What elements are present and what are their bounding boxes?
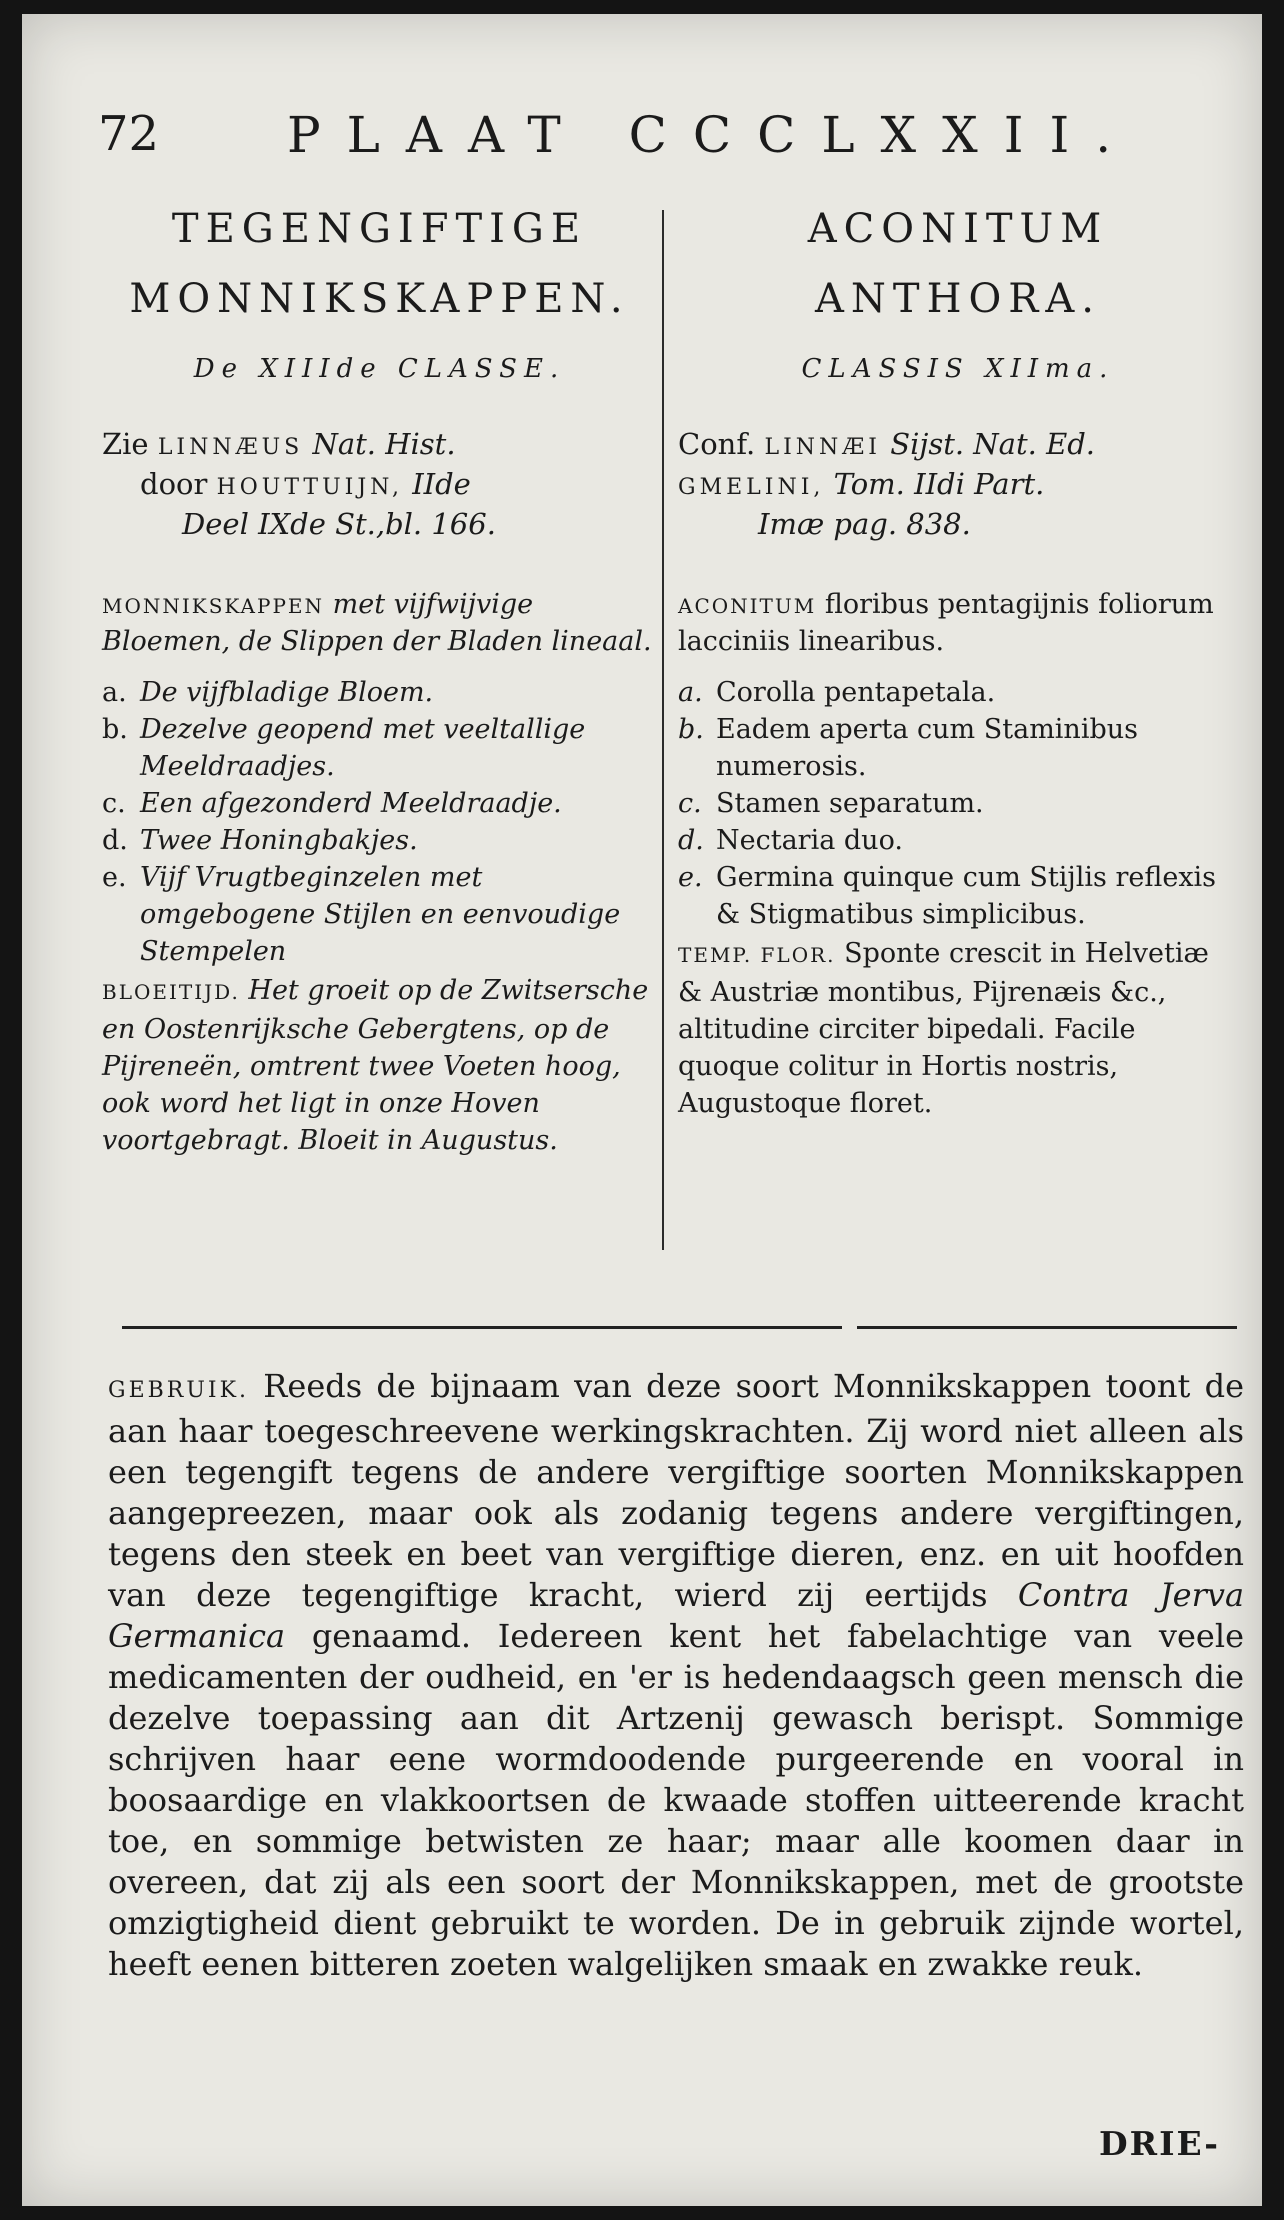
bloei-text: Het groeit op de Zwitsersche en Oostenrijksche Gebergtens, op de Pijreneën, omtrent twee Voeten hoog, ook word het ligt in onze Hoven voortgebragt. Bloeit in Augustus. [102,975,649,1156]
dutch-title [102,194,657,334]
dutch-class [102,354,657,384]
ref-tom: Tom. IIdi Part. [833,467,1045,501]
usage-text-italic: Contra Jerva Germanica [108,1576,1245,1655]
horizontal-rule [122,1326,842,1329]
ref-author: LINNÆUS [157,435,304,460]
list-item: e. Germina quinque cum Stijlis reflexis & Stigmatibus simplicibus. [678,862,1217,930]
list-item: a. De vijfbladige Bloem. [102,677,434,708]
dutch-reference [102,426,657,543]
book-page [22,14,1262,2206]
desc-text: met vijfwijvige Bloemen, de Slippen der Bladen lineaal. [102,589,652,657]
ref-pag: Imæ pag. 838. [758,507,971,541]
ref-nat-hist: Nat. Hist. [312,427,456,461]
list-item: b. Eadem aperta cum Staminibus numerosis. [678,714,1138,782]
ref-editor: GMELINI, [678,475,825,500]
list-item: c. Stamen separatum. [678,788,984,819]
dutch-title-line1: TEGENGIFTIGE [171,206,588,252]
list-item: b. Dezelve geopend met veeltallige Meeldraadjes. [102,714,586,782]
ref-ilde: IIde [412,467,471,501]
horizontal-rule [857,1326,1237,1329]
latin-title-line2: ANTHORA. [815,276,1101,322]
ref-syst: Sijst. Nat. Ed. [890,427,1096,461]
temp-text: Sponte crescit in Helvetiæ & Austriæ montibus, Pijrenæis &c., altitudine circiter bipedali. Facile quoque colitur in Hortis nostris, Augustoque floret. [678,938,1209,1119]
list-item: d. Nectaria duo. [678,825,903,856]
temp-lead: TEMP. FLOR. [678,943,836,967]
list-item: a. Corolla pentapetala. [678,677,996,708]
ref-author: LINNÆI [764,435,881,460]
usage-text-b: genaamd. Iedereen kent het fabelachtige van veele medicamenten der oudheid, en 'er is hedendaagsch geen mensch die dezelve toepassing aan dit Artzenij gewasch berispt. Sommige schrijven haar eene wormdoodende purgeerende en vooral in boosaardige en vlakkoortsen de kwaade stoffen uitteerende kracht toe, en sommige betwisten ze haar; maar alle koomen daar in overeen, dat zij als een soort der Monnikskappen, met de grootste omzigtigheid dient gebruikt te worden. De in gebruik zijnde wortel, heeft eenen bitteren zoeten walgelijken smaak en zwakke reuk. [108,1617,1245,1983]
dutch-figure-list [102,674,657,970]
dutch-class-prefix: De XIIIde [193,354,383,384]
desc-text: floribus pentagijnis foliorum lacciniis linearibus. [678,589,1214,657]
desc-lead: MONNIKSKAPPEN [102,594,325,618]
list-item: c. Een afgezonderd Meeldraadje. [102,788,562,819]
latin-column [678,194,1238,1122]
desc-lead: ACONITUM [678,594,817,618]
list-item: e. Vijf Vrugtbeginzelen met omgebogene Stijlen en eenvoudige Stempelen [102,862,621,967]
latin-flowering [678,935,1238,1122]
latin-title [678,194,1238,334]
latin-title-line1: ACONITUM [807,206,1109,252]
column-divider [662,210,664,1250]
catchword: DRIE- [1099,2124,1220,2163]
dutch-title-line2: MONNIKSKAPPEN. [129,276,630,322]
ref-translator: HOUTTUIJN, [216,475,403,500]
ref-conf: Conf. [678,427,756,461]
dutch-description [102,587,657,660]
ref-zie: Zie [102,427,149,461]
usage-paragraph [108,1366,1244,1985]
bloei-lead: BLOEITIJD. [102,980,240,1004]
usage-lead: GEBRUIK. [108,1378,250,1403]
dutch-class-word: CLASSE. [397,354,566,384]
latin-figure-list [678,674,1238,933]
ref-deel: Deel IXde St.,bl. 166. [182,507,496,541]
dutch-flowering [102,972,657,1159]
latin-description [678,587,1238,660]
list-item: d. Twee Honingbakjes. [102,825,418,856]
ref-door: door [140,467,208,501]
latin-class: CLASSIS XIIma. [801,354,1115,384]
latin-reference [678,426,1238,543]
usage-text-a: Reeds de bijnaam van deze soort Monnikskappen toont de aan haar toegeschreevene werkingskrachten. Zij word niet alleen als een tegengift tegens de andere vergiftige soorten Monnikskappen aangepreezen, maar ook als zodanig tegens andere vergiftingen, tegens den steek en beet van vergiftige dieren, enz. en uit hoofden van deze tegengiftige kracht, wierd zij eertijds [108,1367,1245,1614]
page-header [22,106,1262,186]
dutch-column [102,194,657,1159]
running-title: PLAAT CCCLXXII. [287,106,1138,164]
page-number: 72 [98,106,160,162]
